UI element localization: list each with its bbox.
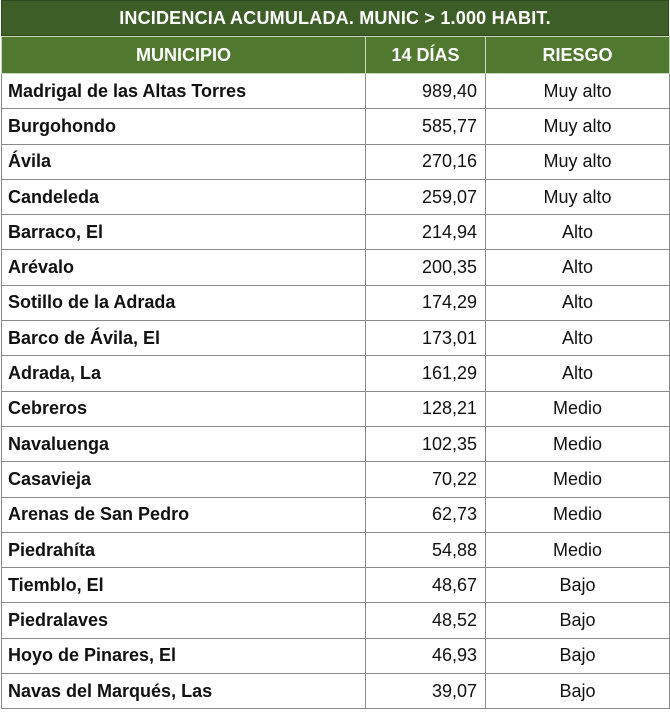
incidence-14-dias-cell: 989,40: [366, 74, 486, 109]
riesgo-cell: Alto: [486, 215, 670, 250]
municipio-cell: Candeleda: [2, 179, 366, 214]
table-row: [2, 603, 670, 638]
riesgo-cell: Alto: [486, 356, 670, 391]
municipio-cell: Piedralaves: [2, 603, 366, 638]
table-row: [2, 391, 670, 426]
municipio-cell: Cebreros: [2, 391, 366, 426]
table-row: [2, 285, 670, 320]
header-14-dias: 14 DÍAS: [366, 37, 486, 74]
table-row: [2, 179, 670, 214]
table-row: [2, 462, 670, 497]
incidence-14-dias-cell: 102,35: [366, 426, 486, 461]
incidence-14-dias-cell: 270,16: [366, 144, 486, 179]
riesgo-cell: Muy alto: [486, 179, 670, 214]
municipio-cell: Casavieja: [2, 462, 366, 497]
table-header: [2, 37, 670, 74]
incidence-14-dias-cell: 39,07: [366, 674, 486, 709]
table-row: [2, 74, 670, 109]
riesgo-cell: Muy alto: [486, 144, 670, 179]
municipio-cell: Barraco, El: [2, 215, 366, 250]
table-body: [2, 74, 670, 709]
riesgo-cell: Alto: [486, 285, 670, 320]
riesgo-cell: Bajo: [486, 603, 670, 638]
municipio-cell: Madrigal de las Altas Torres: [2, 74, 366, 109]
municipio-cell: Barco de Ávila, El: [2, 321, 366, 356]
incidence-14-dias-cell: 128,21: [366, 391, 486, 426]
incidence-14-dias-cell: 70,22: [366, 462, 486, 497]
table-row: [2, 215, 670, 250]
incidence-14-dias-cell: 585,77: [366, 109, 486, 144]
incidence-14-dias-cell: 200,35: [366, 250, 486, 285]
incidence-14-dias-cell: 259,07: [366, 179, 486, 214]
table-title: INCIDENCIA ACUMULADA. MUNIC > 1.000 HABIT.: [1, 0, 669, 36]
riesgo-cell: Alto: [486, 321, 670, 356]
municipio-cell: Adrada, La: [2, 356, 366, 391]
incidence-14-dias-cell: 214,94: [366, 215, 486, 250]
incidence-14-dias-cell: 48,67: [366, 568, 486, 603]
riesgo-cell: Medio: [486, 391, 670, 426]
riesgo-cell: Bajo: [486, 568, 670, 603]
riesgo-cell: Muy alto: [486, 74, 670, 109]
incidence-14-dias-cell: 62,73: [366, 497, 486, 532]
incidence-table-container: [1, 0, 669, 713]
municipio-cell: Navaluenga: [2, 426, 366, 461]
riesgo-cell: Bajo: [486, 674, 670, 709]
municipio-cell: Sotillo de la Adrada: [2, 285, 366, 320]
table-row: [2, 568, 670, 603]
municipio-cell: Piedrahíta: [2, 532, 366, 567]
riesgo-cell: Bajo: [486, 638, 670, 673]
table-row: [2, 356, 670, 391]
riesgo-cell: Alto: [486, 250, 670, 285]
municipio-cell: Hoyo de Pinares, El: [2, 638, 366, 673]
municipio-cell: Arévalo: [2, 250, 366, 285]
municipio-cell: Tiemblo, El: [2, 568, 366, 603]
riesgo-cell: Medio: [486, 426, 670, 461]
municipio-cell: Navas del Marqués, Las: [2, 674, 366, 709]
riesgo-cell: Muy alto: [486, 109, 670, 144]
table-row: [2, 497, 670, 532]
riesgo-cell: Medio: [486, 532, 670, 567]
table-row: [2, 250, 670, 285]
municipio-cell: Arenas de San Pedro: [2, 497, 366, 532]
incidence-14-dias-cell: 174,29: [366, 285, 486, 320]
incidence-14-dias-cell: 46,93: [366, 638, 486, 673]
table-row: [2, 674, 670, 709]
municipio-cell: Burgohondo: [2, 109, 366, 144]
table-row: [2, 144, 670, 179]
incidence-14-dias-cell: 54,88: [366, 532, 486, 567]
table-row: [2, 321, 670, 356]
table-row: [2, 109, 670, 144]
header-municipio: MUNICIPIO: [2, 37, 366, 74]
incidence-14-dias-cell: 48,52: [366, 603, 486, 638]
incidence-table: [1, 36, 670, 709]
table-row: [2, 426, 670, 461]
header-riesgo: RIESGO: [486, 37, 670, 74]
table-row: [2, 532, 670, 567]
municipio-cell: Ávila: [2, 144, 366, 179]
incidence-14-dias-cell: 161,29: [366, 356, 486, 391]
table-row: [2, 638, 670, 673]
riesgo-cell: Medio: [486, 462, 670, 497]
header-row: [2, 37, 670, 74]
riesgo-cell: Medio: [486, 497, 670, 532]
incidence-14-dias-cell: 173,01: [366, 321, 486, 356]
